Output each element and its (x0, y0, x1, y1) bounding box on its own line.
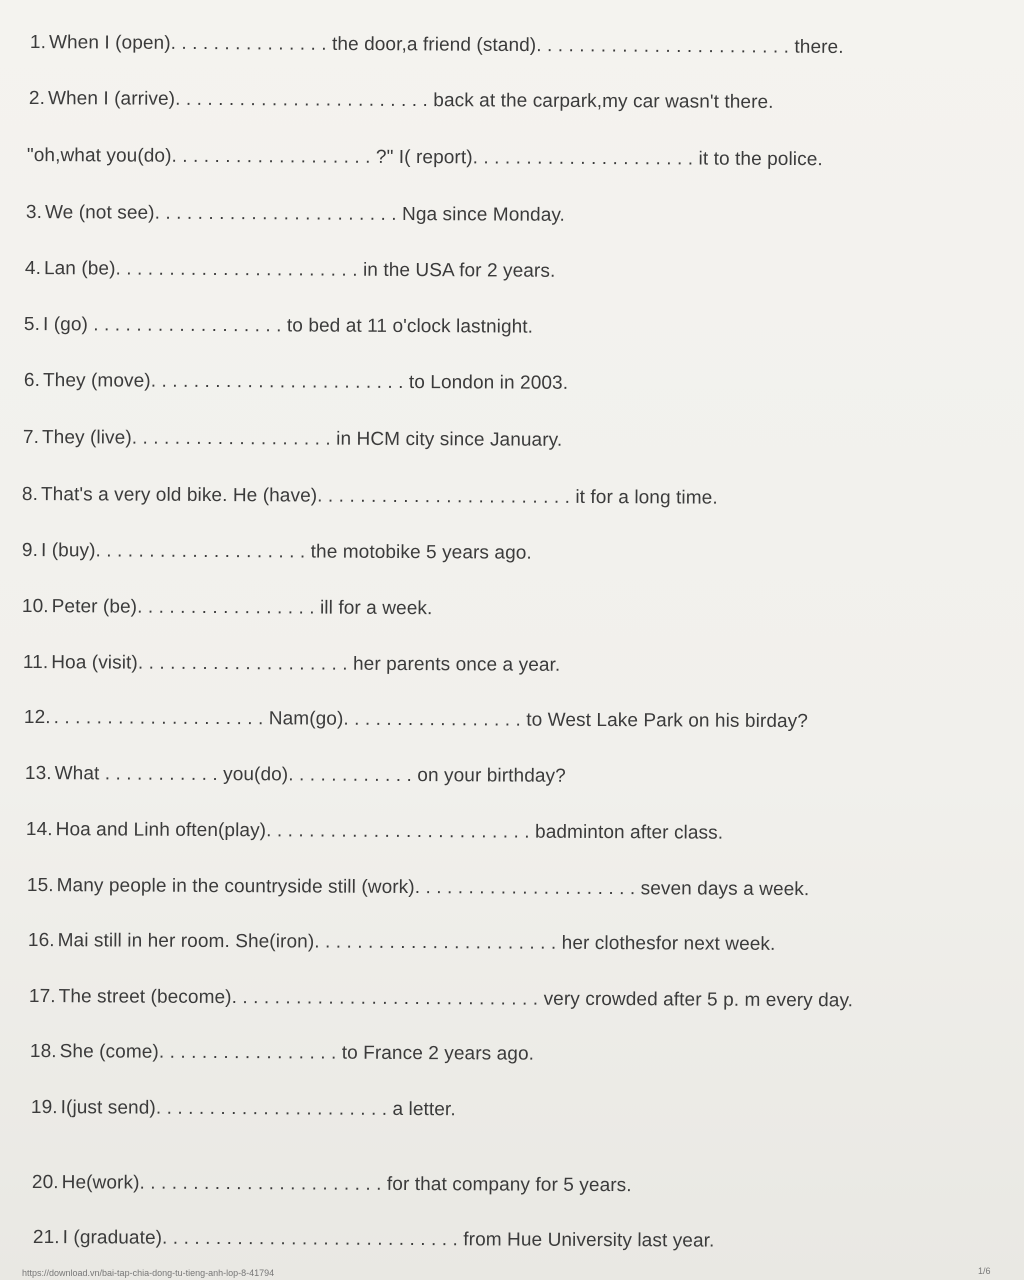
exercise-number: 19. (30, 1097, 58, 1119)
exercise-text: They (move). . . . . . . . . . . . . . . . . . . . . . . . to London in 2003. (42, 370, 569, 394)
exercise-line (22, 596, 433, 620)
exercise-number: 20. (31, 1172, 59, 1194)
exercise-line (28, 930, 776, 956)
exercise-line (31, 1097, 456, 1121)
exercise-number: 3. (25, 202, 43, 224)
exercise-text: That's a very old bike. He (have). . . . . . . . . . . . . . . . . . . . . . . . it for a long time. (40, 484, 718, 509)
exercise-text: Hoa (visit). . . . . . . . . . . . . . . . . . . . her parents once a year. (51, 652, 561, 676)
exercise-number: 16. (27, 930, 55, 952)
exercise-text: When I (open). . . . . . . . . . . . . . . the door,a friend (stand). . . . . . . . . . . . . . . . . . . . . . . . there. (48, 32, 844, 58)
exercise-number: 5. (23, 314, 41, 336)
exercise-text: "oh,what you(do). . . . . . . . . . . . . . . . . . . ?" I( report). . . . . . . . . . . . . . . . . . . . . it to the police. (26, 145, 823, 171)
exercise-line (30, 1041, 534, 1066)
exercise-number: 15. (26, 875, 54, 897)
exercise-number: 14. (25, 819, 53, 841)
source-url: https://download.vn/bai-tap-chia-dong-tu-tieng-anh-lop-8-41794 (22, 1268, 275, 1278)
exercise-line (24, 314, 533, 339)
exercise-text: The street (become). . . . . . . . . . . . . . . . . . . . . . . . . . . . . very crowded after 5 p. m every day. (58, 986, 854, 1012)
exercise-text: They (live). . . . . . . . . . . . . . . . . . . in HCM city since January. (41, 427, 563, 451)
exercise-number: 12. (23, 707, 51, 729)
exercise-line (29, 88, 774, 114)
exercise-text: He(work). . . . . . . . . . . . . . . . . . . . . . . for that company for 5 years. (61, 1172, 632, 1197)
exercise-number: 17. (28, 986, 56, 1008)
exercise-number: 2. (28, 88, 46, 110)
exercise-line (27, 875, 809, 901)
exercise-line (22, 540, 532, 565)
exercise-line (23, 652, 560, 677)
exercise-number: 4. (24, 258, 42, 280)
exercise-number: 6. (23, 370, 41, 392)
exercise-text: . . . . . . . . . . . . . . . . . . . . Nam(go). . . . . . . . . . . . . . . . . to West Lake Park on his birday? (53, 707, 809, 733)
exercise-number: 11. (22, 652, 49, 674)
exercise-line (33, 1227, 715, 1253)
exercise-number: 7. (22, 427, 40, 449)
exercise-number: 8. (21, 484, 39, 506)
exercise-line (26, 819, 723, 845)
exercise-text: I (buy). . . . . . . . . . . . . . . . . . . . the motobike 5 years ago. (40, 540, 532, 564)
exercise-text: Hoa and Linh often(play). . . . . . . . . . . . . . . . . . . . . . . . . badminton after class. (55, 819, 724, 844)
exercise-number: 9. (21, 540, 39, 562)
exercise-line (29, 986, 853, 1012)
exercise-text: Lan (be). . . . . . . . . . . . . . . . . . . . . . . in the USA for 2 years. (43, 258, 556, 282)
exercise-line (30, 32, 844, 59)
exercise-number: 18. (29, 1041, 57, 1063)
exercise-text: I(just send). . . . . . . . . . . . . . . . . . . . . . a letter. (60, 1097, 456, 1121)
exercise-line (27, 145, 823, 171)
exercise-number: 13. (24, 763, 52, 785)
exercise-text: Peter (be). . . . . . . . . . . . . . . . . ill for a week. (51, 596, 433, 620)
exercise-text: I (go) . . . . . . . . . . . . . . . . . . to bed at 11 o'clock lastnight. (42, 314, 534, 338)
exercise-line (23, 427, 562, 452)
exercise-text: I (graduate). . . . . . . . . . . . . . . . . . . . . . . . . . . . from Hue University last year. (62, 1227, 715, 1252)
exercise-number: 21. (32, 1227, 60, 1249)
exercise-text: She (come). . . . . . . . . . . . . . . . . to France 2 years ago. (59, 1041, 535, 1065)
exercise-number: 1. (29, 32, 47, 54)
exercise-line (25, 763, 566, 788)
exercise-text: We (not see). . . . . . . . . . . . . . . . . . . . . . . Nga since Monday. (44, 202, 566, 226)
exercise-text: When I (arrive). . . . . . . . . . . . . . . . . . . . . . . . back at the carpark,my car wasn't there. (47, 88, 774, 113)
exercise-text: Many people in the countryside still (work). . . . . . . . . . . . . . . . . . . . . seven days a week. (56, 875, 810, 901)
exercise-text: Mai still in her room. She(iron). . . . . . . . . . . . . . . . . . . . . . . her clothesfor next week. (57, 930, 776, 955)
exercise-line (22, 484, 718, 510)
exercise-number: 10. (21, 596, 49, 618)
exercise-line (24, 370, 568, 395)
page-number: 1/6 (978, 1266, 991, 1276)
exercise-text: What . . . . . . . . . . . you(do). . . . . . . . . . . . on your birthday? (54, 763, 566, 787)
exercise-line (26, 202, 565, 227)
exercise-line (32, 1172, 632, 1197)
exercise-line (24, 707, 808, 733)
exercise-line (25, 258, 556, 283)
